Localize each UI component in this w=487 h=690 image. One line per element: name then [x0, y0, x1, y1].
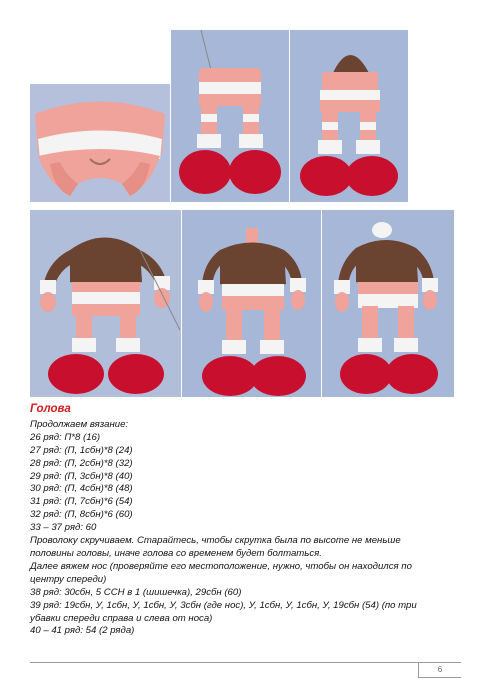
- text-line: 30 ряд: (П, 4сбн)*8 (48): [30, 483, 133, 495]
- text-line: центру спереди): [30, 573, 107, 585]
- text-line: 39 ряд: 19сбн, У, 1сбн, У, 1сбн, У, 3сбн (где нос), У, 1сбн, У, 1сбн, У, 19сбн (54) (по три: [30, 599, 417, 611]
- section-heading: Голова: [30, 403, 71, 415]
- text-line: 27 ряд: (П, 1сбн)*8 (24): [30, 444, 133, 456]
- text-line: 31 ряд: (П, 7сбн)*6 (54): [30, 496, 133, 508]
- photo-legs-side: [290, 30, 408, 202]
- photo-body-neck: [322, 210, 454, 397]
- photo-body-back: [182, 210, 321, 397]
- text-line: половины головы, иначе голова со временем будет болтаться.: [30, 547, 322, 559]
- photo-body-closeup: [30, 84, 170, 202]
- text-line: 38 ряд: 30сбн, 5 ССН в 1 (шишечка), 29сбн (60): [30, 586, 242, 598]
- text-line: 26 ряд: П*8 (16): [30, 431, 101, 443]
- text-line: 32 ряд: (П, 8сбн)*6 (60): [30, 509, 133, 521]
- instructions-text: [30, 403, 460, 638]
- footer-divider: [30, 662, 418, 663]
- text-line: 29 ряд: (П, 3сбн)*8 (40): [30, 470, 133, 482]
- page-number: 6: [418, 662, 461, 678]
- photo-legs-front: [171, 30, 289, 202]
- photo-body-front: [30, 210, 181, 397]
- text-line: 33 – 37 ряд: 60: [30, 522, 97, 534]
- text-line: 40 – 41 ряд: 54 (2 ряда): [30, 625, 135, 637]
- text-line: убавки спереди справа и слева от носа): [30, 612, 213, 624]
- text-line: Проволоку скручиваем. Старайтесь, чтобы скрутка была по высоте не меньше: [30, 535, 401, 547]
- text-line: 28 ряд: (П, 2сбн)*8 (32): [30, 457, 133, 469]
- text-line: Далее вяжем нос (проверяйте его местоположение, нужно, чтобы он находился по: [30, 560, 412, 572]
- text-line: Продолжаем вязание:: [30, 418, 129, 430]
